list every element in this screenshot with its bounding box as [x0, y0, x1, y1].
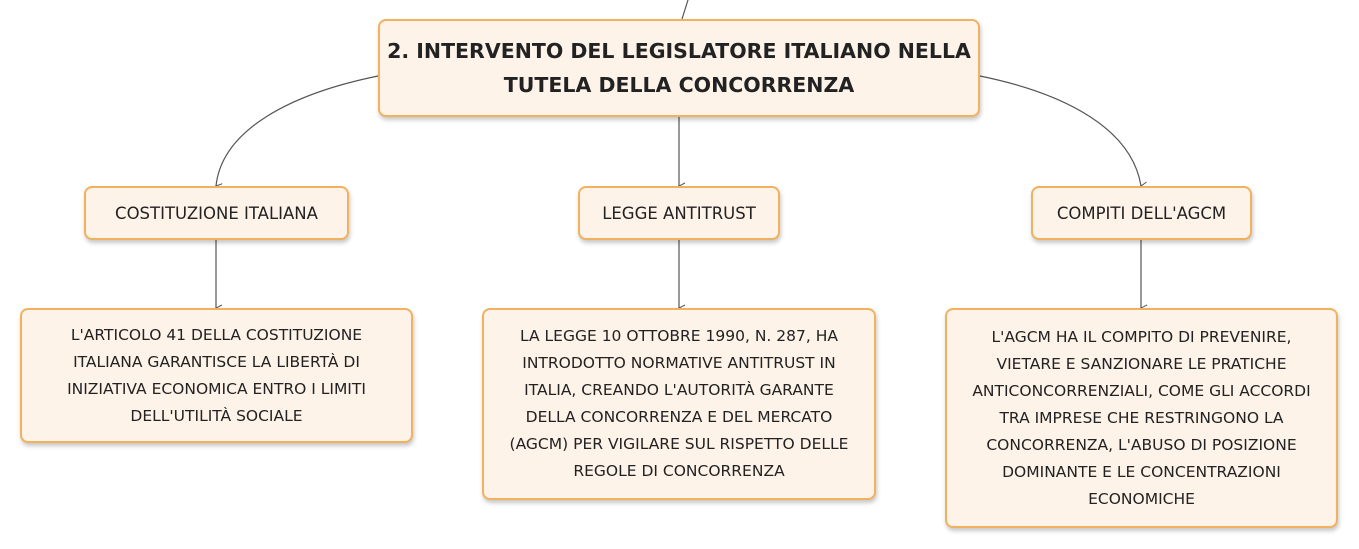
detail-line: (AGCM) PER VIGILARE SUL RISPETTO DELLE: [509, 435, 849, 453]
root-topic-title-line1: 2. INTERVENTO DEL LEGISLATORE ITALIANO NELLA: [387, 39, 971, 63]
branch-node-legge-antitrust[interactable]: [578, 186, 780, 240]
root-topic-node[interactable]: [378, 19, 980, 117]
detail-line: ECONOMICHE: [1088, 489, 1195, 508]
branch-node-compiti-agcm[interactable]: [1031, 186, 1252, 240]
detail-line: VIETARE E SANZIONARE LE PRATICHE: [996, 354, 1287, 373]
detail-line: DELL'UTILITÀ SOCIALE: [130, 406, 303, 425]
root-topic-title-line2: TUTELA DELLA CONCORRENZA: [503, 73, 855, 97]
detail-line: ITALIANA GARANTISCE LA LIBERTÀ DI: [73, 352, 360, 371]
detail-line: ITALIA, CREANDO L'AUTORITÀ GARANTE: [524, 381, 834, 399]
detail-line: INIZIATIVA ECONOMICA ENTRO I LIMITI: [67, 379, 366, 398]
detail-line: L'AGCM HA IL COMPITO DI PREVENIRE,: [991, 327, 1292, 346]
detail-line: DOMINANTE E LE CONCENTRAZIONI: [1002, 462, 1281, 481]
detail-line: TRA IMPRESE CHE RESTRINGONO LA: [999, 408, 1284, 427]
branch-label: COSTITUZIONE ITALIANA: [115, 203, 318, 223]
detail-line: ANTICONCORRENZIALI, COME GLI ACCORDI: [972, 381, 1311, 400]
branch-label: LEGGE ANTITRUST: [602, 203, 756, 223]
incoming-connector: [682, 0, 688, 19]
detail-line: INTRODOTTO NORMATIVE ANTITRUST IN: [522, 354, 836, 372]
detail-line: CONCORRENZA, L'ABUSO DI POSIZIONE: [986, 435, 1297, 454]
detail-line: REGOLE DI CONCORRENZA: [573, 462, 785, 480]
detail-node-legge-antitrust[interactable]: [482, 308, 876, 500]
connector-root-to-costituzione: [216, 76, 378, 186]
detail-line: LA LEGGE 10 OTTOBRE 1990, N. 287, HA: [520, 327, 838, 345]
detail-line: L'ARTICOLO 41 DELLA COSTITUZIONE: [70, 325, 363, 344]
detail-node-costituzione[interactable]: [20, 308, 413, 443]
detail-node-compiti-agcm[interactable]: [945, 308, 1338, 528]
branch-node-costituzione-italiana[interactable]: [84, 186, 349, 240]
detail-line: DELLA CONCORRENZA E DEL MERCATO: [525, 408, 833, 426]
branch-label: COMPITI DELL'AGCM: [1056, 203, 1227, 223]
connector-root-to-agcm: [980, 76, 1141, 186]
